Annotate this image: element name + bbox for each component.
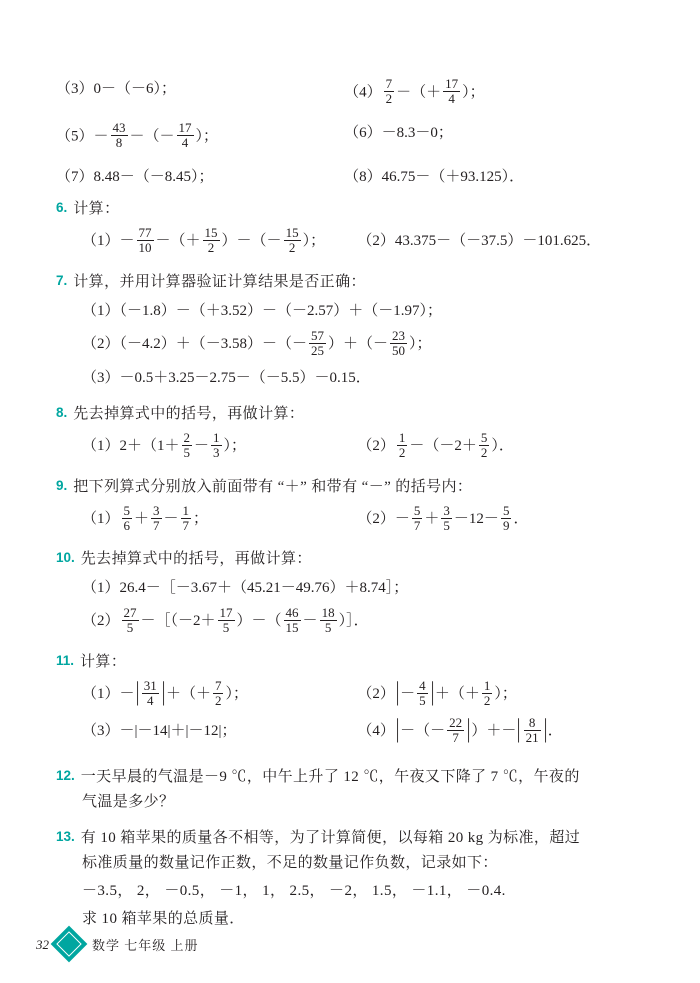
fraction: $\frac{17}{4}$ — [445, 76, 459, 107]
item-label-3: （3） — [56, 81, 94, 97]
item-expr-7: 8.48－（－8.45）； — [93, 168, 214, 185]
fraction: $\frac{8}{21}$ — [525, 715, 539, 746]
exercise-item-6 — [344, 122, 644, 152]
problem-number: 10. — [56, 550, 75, 566]
fraction: $\frac{23}{50}$ — [392, 327, 406, 358]
problem-number: 6. — [56, 200, 68, 216]
fraction: $\frac{5}{7}$ — [413, 502, 421, 533]
sub-item: （1）2＋（1＋ $\frac{2}{5}$ － $\frac{1}{3}$ ）； — [82, 430, 247, 461]
fraction: $\frac{3}{7}$ — [153, 502, 160, 533]
fraction: $\frac{1}{2}$ — [398, 430, 406, 461]
fraction: $\frac{2}{5}$ — [183, 430, 191, 461]
fraction: $\frac{3}{5}$ — [443, 502, 450, 533]
sub-item: （3）－|－14|＋|－12|； — [82, 723, 237, 740]
exercise-item-7 — [56, 166, 344, 189]
problem-12 — [56, 765, 644, 814]
problem-number: 13. — [56, 828, 75, 844]
exercise-item-3 — [56, 78, 344, 108]
exercise-row — [56, 166, 644, 189]
item-expr-8: 46.75－（＋93.125）． — [381, 168, 525, 185]
fraction: $\frac{57}{25}$ — [311, 327, 325, 358]
problem-number: 8. — [56, 405, 68, 421]
problem-7 — [56, 270, 644, 394]
problem-number: 9. — [56, 477, 68, 493]
sub-item: （3）－0.5＋3.25－2.75－（－5.5）－0.15． — [82, 370, 371, 387]
problem-9 — [56, 475, 644, 539]
fraction: $\frac{43}{8}$ — [112, 119, 126, 150]
page-footer — [56, 931, 199, 957]
sub-item: （1）（－1.8）－（＋3.52）－（－2.57）＋（－1.97）； — [82, 302, 443, 319]
fraction: $\frac{1}{7}$ — [182, 502, 190, 533]
fraction: $\frac{18}{5}$ — [321, 605, 335, 636]
problem-prompt: 把下列算式分别放入前面带有 “＋” 和带有 “－” 的括号内： — [73, 478, 473, 495]
fraction: $\frac{1}{2}$ — [483, 677, 491, 708]
fraction: $\frac{15}{2}$ — [204, 225, 218, 256]
problem-prompt: 先去掉算式中的括号，再做计算： — [73, 406, 305, 423]
sub-item: （2） $\frac{1}{2}$ －（－2＋ $\frac{5}{2}$ ）． — [357, 430, 514, 461]
exercise-item-4: （4） $\frac{7}{2}$ －（＋ $\frac{17}{4}$ ）； — [344, 76, 485, 107]
problem-10 — [56, 547, 644, 641]
problem-prompt: 计算，并用计算器验证计算结果是否正确： — [73, 273, 366, 290]
fraction: $\frac{5}{9}$ — [502, 502, 510, 533]
sub-item: （2） $\frac{27}{5}$ －［（－2＋ $\frac{17}{5}$ ）－（ $\frac{46}{15}$ － $\frac{18}{5}$ ）］． — [82, 605, 369, 636]
fraction: $\frac{17}{5}$ — [219, 605, 233, 636]
sub-item: （1）－ $\frac{77}{10}$ －（＋ $\frac{15}{2}$ ）－（－ $\frac{15}{2}$ ）； — [82, 225, 326, 256]
problem-11 — [56, 650, 644, 751]
problem-6 — [56, 197, 644, 261]
fraction: $\frac{7}{2}$ — [214, 677, 222, 708]
fraction: $\frac{5}{6}$ — [123, 502, 131, 533]
fraction: $\frac{46}{15}$ — [285, 605, 299, 636]
problem-prompt: 计算： — [73, 201, 120, 218]
item-expr-6: －8.3－0； — [381, 124, 453, 141]
problem-prompt-line-1: 一天早晨的气温是－9 ℃，中午上升了 12 ℃，午夜又下降了 7 ℃，午夜的 — [80, 768, 580, 785]
problem-number: 12. — [56, 767, 75, 783]
fraction: $\frac{22}{7}$ — [449, 715, 463, 746]
sub-item: （1） $\frac{5}{6}$ ＋ $\frac{3}{7}$ － $\frac{1}{7}$ ； — [82, 502, 209, 533]
problem-prompt-line-4: 求 10 箱苹果的总质量． — [82, 910, 245, 927]
sub-item: （2）－ $\frac{5}{7}$ ＋ $\frac{3}{5}$ －12－ $\frac{5}{9}$ ． — [357, 502, 529, 533]
fraction: $\frac{5}{2}$ — [480, 430, 488, 461]
fraction: $\frac{31}{4}$ — [143, 677, 157, 708]
sub-item: （1）26.4－［－3.67＋（45.21－49.76）＋8.74］； — [82, 580, 409, 597]
fraction: $\frac{4}{5}$ — [419, 677, 426, 708]
exercise-row — [56, 119, 644, 152]
problem-prompt: 计算： — [80, 653, 127, 670]
sub-item: （2）|－ $\frac{4}{5}$ |＋（＋ $\frac{1}{2}$ ）； — [357, 676, 517, 708]
sub-item: （4）|－（－ $\frac{22}{7}$ |）＋－| $\frac{8}{21}$ |． — [357, 714, 563, 746]
problem-number: 7. — [56, 272, 68, 288]
problem-13 — [56, 826, 644, 931]
exercise-row — [56, 78, 644, 108]
exercise-item-5: （5）－ $\frac{43}{8}$ －（－ $\frac{17}{4}$ ）； — [56, 119, 219, 150]
fraction: $\frac{17}{4}$ — [178, 119, 192, 150]
fraction: $\frac{27}{5}$ — [123, 605, 137, 636]
problem-prompt-line-2: 标准质量的数量记作正数，不足的数量记作负数，记录如下： — [82, 854, 498, 871]
problem-prompt-line-2: 气温是多少？ — [82, 793, 175, 810]
diamond-icon — [51, 926, 88, 963]
fraction: $\frac{1}{3}$ — [213, 430, 220, 461]
item-label-8: （8） — [344, 168, 382, 185]
sub-item: （2）43.375－（－37.5）－101.625． — [357, 233, 602, 250]
fraction: $\frac{77}{10}$ — [138, 225, 152, 256]
page-number: 32 — [36, 937, 49, 952]
problem-8 — [56, 402, 644, 466]
item-label-7: （7） — [56, 168, 94, 185]
sub-item: （2）（－4.2）＋（－3.58）－（－ $\frac{57}{25}$ ）＋（－ $\frac{23}{50}$ ）； — [82, 327, 432, 358]
item-label-4: （4） — [344, 84, 382, 101]
problem-prompt: 先去掉算式中的括号，再做计算： — [80, 551, 312, 568]
fraction: $\frac{15}{2}$ — [285, 225, 299, 256]
sub-item: （1）－| $\frac{31}{4}$ |＋（＋ $\frac{7}{2}$ ）； — [82, 676, 248, 708]
item-label-5: （5） — [56, 128, 94, 145]
item-expr-3: 0－（－6）； — [93, 81, 177, 97]
continued-exercise-block — [56, 78, 644, 188]
footer-text: 数学 七年级 上册 — [92, 937, 199, 953]
problem-data-line: －3.5， 2， －0.5， －1， 1， 2.5， －2， 1.5， －1.1， －0.4. — [82, 882, 506, 899]
problem-prompt-line-1: 有 10 箱苹果的质量各不相等，为了计算简便，以每箱 20 kg 为标准，超过 — [80, 829, 581, 846]
problem-number: 11. — [56, 652, 75, 668]
exercise-item-8 — [344, 166, 644, 189]
fraction: $\frac{7}{2}$ — [385, 76, 393, 107]
item-label-6: （6） — [344, 124, 382, 141]
